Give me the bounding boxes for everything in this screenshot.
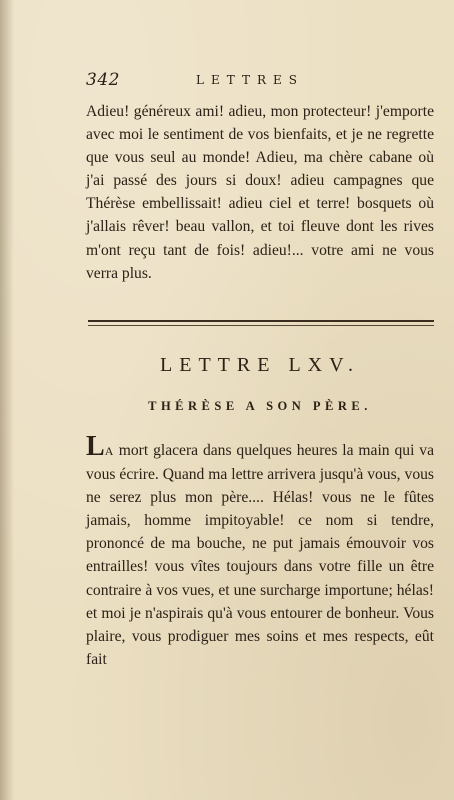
letter-title: LETTRE LXV. bbox=[160, 354, 360, 376]
letter-subtitle: THÉRÈSE A SON PÈRE. bbox=[148, 399, 372, 413]
drop-cap: L bbox=[86, 431, 105, 462]
running-head: LETTRES bbox=[196, 73, 304, 87]
letter-paragraph-text: mort glacera dans quelques heures la main qui va vous écrire. Quand ma lettre arrivera jusqu'à vous, vous ne serez plus mon père.... Hélas! vous ne le fûtes jamais, homme impitoyable! ce nom si tendre, prononcé de ma bouche, ne put jamais émouvoir vos entrailles! vous vîtes toujours dans votre fille un être contraire à vos vues, et une surcharge importune; hélas! et moi je n'aspirais qu'à vous entourer de bonheur. Vous plaire, vous prodiguer mes soins et mes respects, eût fait bbox=[86, 442, 434, 668]
page-gutter-shadow bbox=[0, 0, 14, 800]
section-divider-thin bbox=[88, 325, 434, 326]
page-number: 342 bbox=[86, 70, 120, 90]
small-cap: A bbox=[104, 444, 114, 458]
page-header bbox=[86, 70, 434, 92]
section-divider bbox=[88, 320, 434, 322]
body-paragraph-1: Adieu! généreux ami! adieu, mon protecteur! j'emporte avec moi le sentiment de vos bienfaits, et je ne regrette que vous seul au monde! Adieu, ma chère cabane où j'ai passé des jours si doux! adieu campagnes que Thérèse embellissait! adieu ciel et terre! bosquets où j'allais rêver! beau vallon, et toi fleuve dont les rives m'ont reçu tant de fois! adieu!... votre ami ne vous verra plus. bbox=[86, 103, 434, 282]
letter-paragraph bbox=[86, 431, 434, 671]
